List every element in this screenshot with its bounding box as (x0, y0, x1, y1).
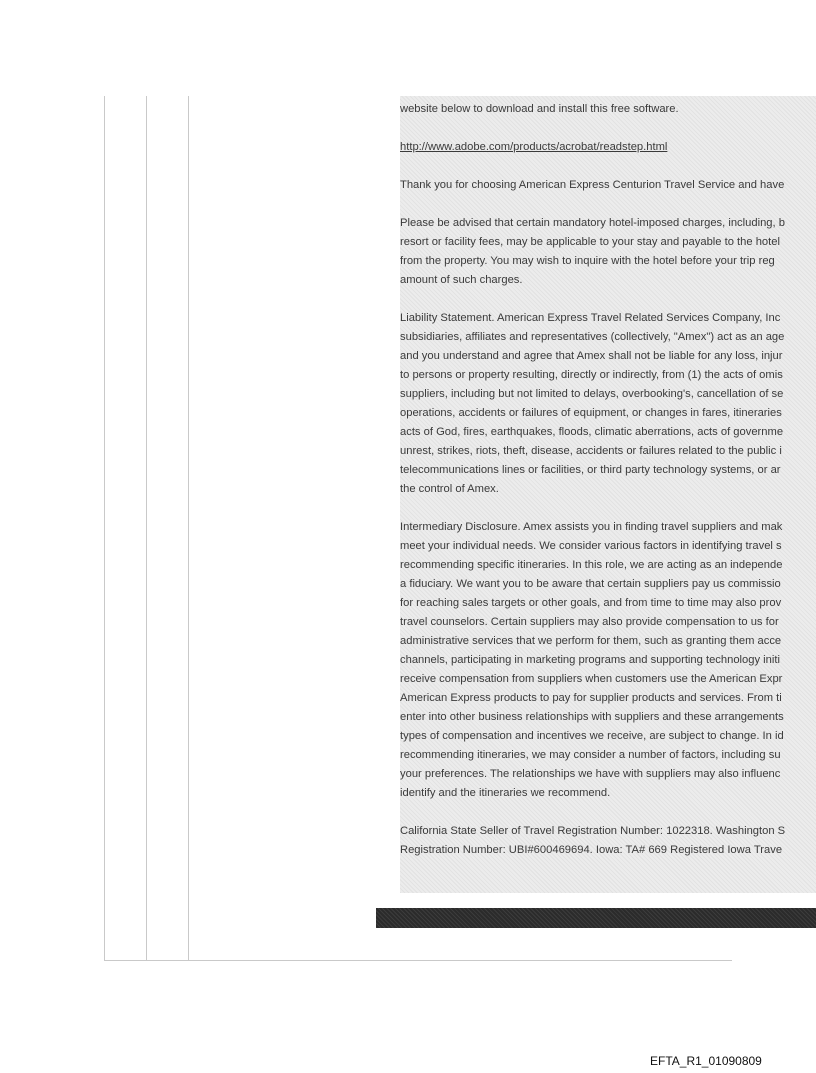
text-line: receive compensation from suppliers when customers use the American Expr (400, 673, 783, 685)
text-line: resort or facility fees, may be applicable to your stay and payable to the hotel (400, 236, 780, 248)
text-line: telecommunications lines or facilities, or third party technology systems, or ar (400, 464, 781, 476)
text-line: recommending itineraries, we may consider a number of factors, including su (400, 749, 781, 761)
text-line: subsidiaries, affiliates and representatives (collectively, "Amex") act as an age (400, 331, 785, 343)
text-line: Intermediary Disclosure. Amex assists you in finding travel suppliers and mak (400, 521, 783, 533)
text-line: the control of Amex. (400, 483, 499, 495)
hotel-charges-paragraph (400, 214, 816, 290)
table-rule-2 (146, 96, 147, 960)
text-line: meet your individual needs. We consider various factors in identifying travel s (400, 540, 782, 552)
text-line: California State Seller of Travel Registration Number: 1022318. Washington S (400, 825, 786, 837)
text-line: American Express products to pay for supplier products and services. From ti (400, 692, 782, 704)
footer-dark-bar (376, 908, 816, 928)
text-line: suppliers, including but not limited to delays, overbooking's, cancellation of se (400, 388, 784, 400)
text-line: enter into other business relationships with suppliers and these arrangements (400, 711, 784, 723)
text-line: your preferences. The relationships we have with suppliers may also influenc (400, 768, 781, 780)
text-line: administrative services that we perform for them, such as granting them acce (400, 635, 782, 647)
text-line: unrest, strikes, riots, theft, disease, accidents or failures related to the public i (400, 445, 782, 457)
text-line: Liability Statement. American Express Travel Related Services Company, Inc (400, 312, 781, 324)
text-line: from the property. You may wish to inquire with the hotel before your trip reg (400, 255, 775, 267)
text-line: travel counselors. Certain suppliers may also provide compensation to us for (400, 616, 779, 628)
text-line: identify and the itineraries we recommend. (400, 787, 611, 799)
text-line: channels, participating in marketing programs and supporting technology initi (400, 654, 780, 666)
text-line: a fiduciary. We want you to be aware that certain suppliers pay us commissio (400, 578, 781, 590)
liability-paragraph (400, 309, 816, 499)
text-line: Please be advised that certain mandatory hotel-imposed charges, including, b (400, 217, 785, 229)
registration-paragraph (400, 822, 816, 860)
text-line: amount of such charges. (400, 274, 523, 286)
text-line: operations, accidents or failures of equipment, or changes in fares, itineraries (400, 407, 782, 419)
text-line: and you understand and agree that Amex shall not be liable for any loss, injur (400, 350, 783, 362)
email-body-text (400, 100, 816, 879)
text-line: acts of God, fires, earthquakes, floods, climatic aberrations, acts of governme (400, 426, 784, 438)
text-line: recommending specific itineraries. In this role, we are acting as an independe (400, 559, 783, 571)
table-rule-3 (188, 96, 189, 960)
adobe-reader-link[interactable]: http://www.adobe.com/products/acrobat/readstep.html (400, 141, 668, 153)
text-line: for reaching sales targets or other goals, and from time to time may also prov (400, 597, 782, 609)
text-line: to persons or property resulting, directly or indirectly, from (1) the acts of omis (400, 369, 783, 381)
software-line: website below to download and install this free software. (400, 103, 679, 115)
table-rule-1 (104, 96, 105, 960)
document-id: EFTA_R1_01090809 (650, 1054, 762, 1068)
text-line: types of compensation and incentives we receive, are subject to change. In id (400, 730, 784, 742)
intermediary-paragraph (400, 518, 816, 803)
table-bottom-rule (104, 960, 732, 961)
text-line: Registration Number: UBI#600469694. Iowa: TA# 669 Registered Iowa Trave (400, 844, 783, 856)
thank-you-line: Thank you for choosing American Express Centurion Travel Service and have (400, 179, 785, 191)
